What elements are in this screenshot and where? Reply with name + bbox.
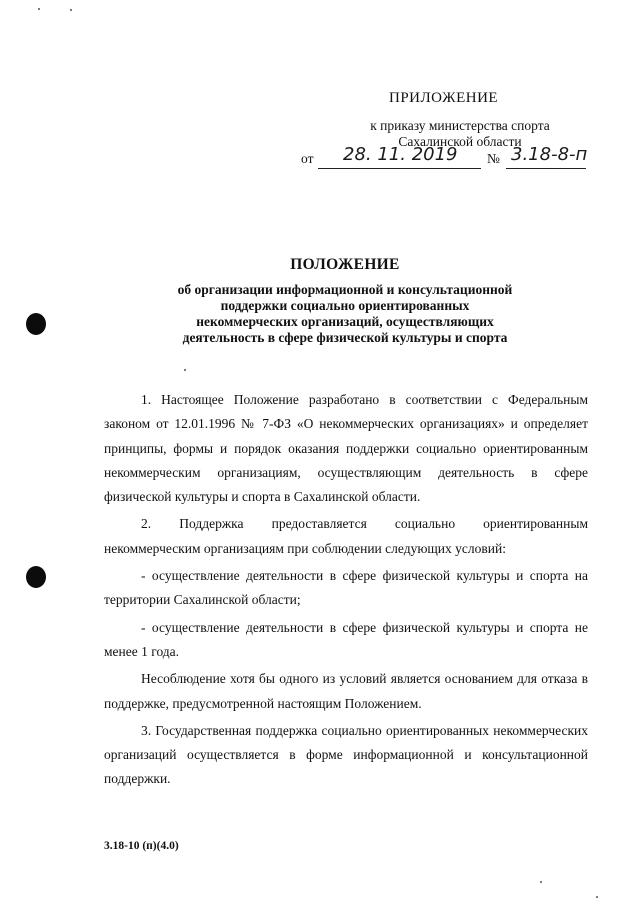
- order-date-number: [301, 146, 601, 170]
- paragraph: - осуществление деятельности в сфере физической культуры и спорта на территории Сахалинской области;: [104, 568, 588, 608]
- handwritten-number: 3.18-8-п: [511, 144, 588, 165]
- scan-speck: [596, 896, 598, 898]
- paragraph: 3. Государственная поддержка социально ориентированных некоммерческих организаций осуществляется в форме информационной и консультационной поддержки.: [104, 722, 588, 787]
- document-title: ПОЛОЖЕНИЕ: [290, 256, 400, 273]
- number-underline: [506, 168, 586, 169]
- document-subtitle: [140, 282, 550, 346]
- date-label: от: [301, 151, 314, 166]
- paragraph: 1. Настоящее Положение разработано в соответствии с Федеральным законом от 12.01.1996 № 7-ФЗ «О некоммерческих организациях» и определяет принципы, формы и порядок оказания поддержки социально ориентированным некоммерческим организациям, осуществляющим деятельность в сфере физической культуры и спорта в Сахалинской области.: [104, 392, 588, 505]
- punch-hole: [26, 313, 46, 335]
- paragraph: 2. Поддержка предоставляется социально ориентированным некоммерческим организациям при соблюдении следующих условий:: [104, 516, 588, 556]
- punch-hole: [26, 566, 46, 588]
- scan-speck: [38, 8, 40, 10]
- scan-speck: [540, 881, 542, 883]
- paragraph: - осуществление деятельности в сфере физической культуры и спорта не менее 1 года.: [104, 619, 588, 659]
- date-underline: [318, 168, 481, 169]
- scan-speck: [70, 9, 72, 11]
- footer-code: 3.18-10 (п)(4.0): [104, 840, 179, 852]
- paragraph: Несоблюдение хотя бы одного из условий является основанием для отказа в поддержке, предусмотренной настоящим Положением.: [104, 671, 588, 711]
- handwritten-date: 28. 11. 2019: [343, 144, 458, 165]
- order-line: к приказу министерства спорта: [370, 118, 550, 133]
- appendix-heading: ПРИЛОЖЕНИЕ: [389, 90, 499, 106]
- subtitle-line: поддержки социально ориентированных: [220, 298, 470, 313]
- scan-speck: [184, 369, 186, 371]
- document-body: [104, 388, 588, 792]
- subtitle-line: некоммерческих организаций, осуществляющих: [196, 314, 494, 329]
- order-line: Сахалинской области: [398, 134, 522, 149]
- subtitle-line: об организации информационной и консультационной: [177, 282, 513, 297]
- number-label: №: [487, 151, 500, 166]
- subtitle-line: деятельность в сфере физической культуры и спорта: [182, 330, 508, 345]
